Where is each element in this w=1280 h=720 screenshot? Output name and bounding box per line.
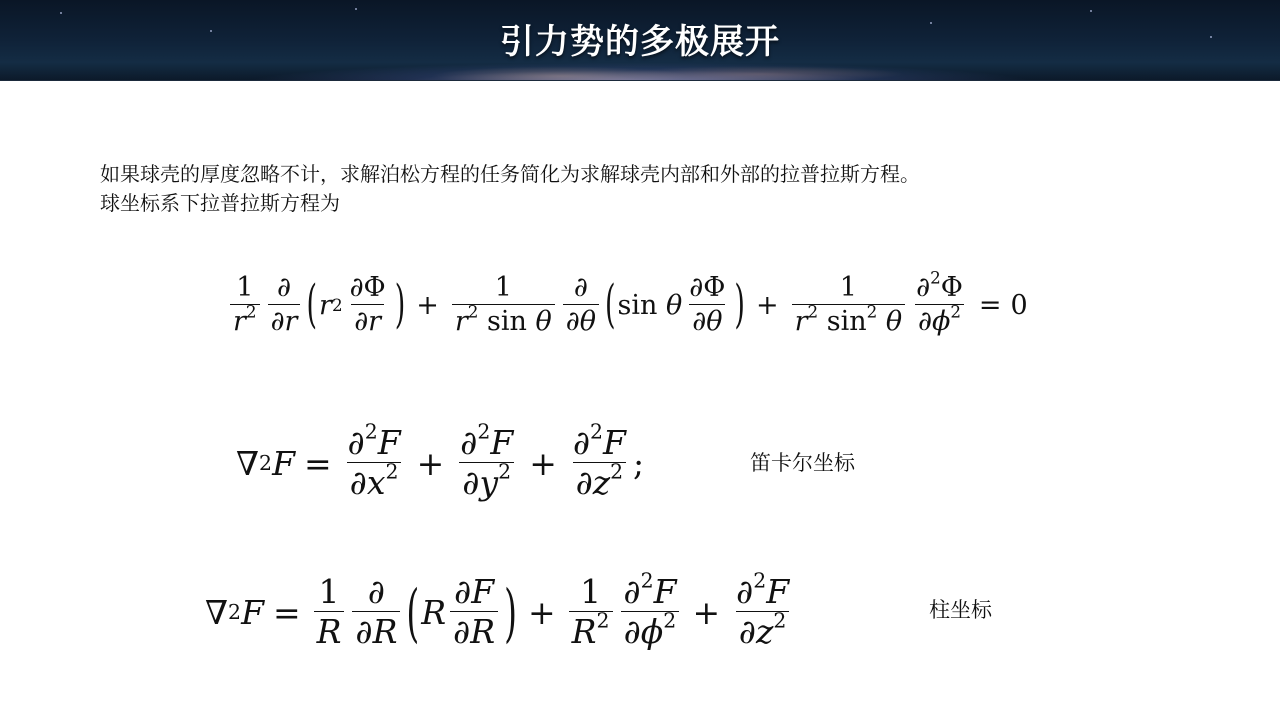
page-title: 引力势的多极展开 <box>500 22 780 62</box>
fraction: $\frac{\partial F}{\partial R}$ <box>450 575 498 649</box>
fraction: $\frac{\partial}{\partial\theta}$ <box>563 274 599 336</box>
fraction: $\frac{\partial^2\Phi}{\partial\phi^2}$ <box>916 267 963 337</box>
fraction: $\frac{\partial\Phi}{\partial r}$ <box>349 272 386 337</box>
fraction: $\frac{\partial}{\partial r}$ <box>268 274 301 336</box>
fraction: $\frac{\partial^2F}{\partial z^2}$ <box>736 568 790 651</box>
title-banner <box>0 0 1280 81</box>
cylindrical-laplacian-equation: ∇ 2 F = $\frac{1}{R}$ $\frac{\partial}{\partial R}$ ( R $\frac{\partial F}{\partial R}$ ) + $\frac{1}{R^2}$ $\frac{\partial^2F}{\partial\phi^2}$ + $\frac{\partial^2F}{\partial z^2}$ <box>205 566 796 658</box>
intro-text <box>100 160 920 218</box>
fraction: $\frac{1}{r^2}$ <box>230 274 260 336</box>
fraction: $\frac{1}{R}$ <box>314 575 345 649</box>
cylindrical-coordinates-label: 柱坐标 <box>929 598 992 622</box>
fraction: $\frac{\partial\Phi}{\partial\theta}$ <box>689 272 726 337</box>
fraction: $\frac{\partial^2F}{\partial x^2}$ <box>347 419 401 502</box>
banner-star <box>1090 10 1092 12</box>
fraction: $\frac{\partial^2F}{\partial z^2}$ <box>572 419 626 502</box>
spherical-laplace-equation: $\frac{1}{r^2}$ $\frac{\partial}{\partial r}$ ( r 2 $\frac{\partial\Phi}{\partial r}$ ) + $\frac{1}{r^2 \sin \theta}$ $\frac{\partial}{\partial\theta}$ ( sin θ $\frac{\partial\Phi}{\partial\theta}$ ) + $\frac{1}{r^2 \sin^2 \theta}$ $\frac{\partial^2\Phi}{\partial\phi^2}$ = 0 <box>226 262 1028 348</box>
fraction: $\frac{\partial}{\partial R}$ <box>352 575 400 649</box>
fraction: $\frac{\partial^2F}{\partial y^2}$ <box>460 419 514 502</box>
banner-star <box>355 8 357 10</box>
intro-line-2: 球坐标系下拉普拉斯方程为 <box>100 191 340 215</box>
fraction: $\frac{1}{R^2}$ <box>569 575 613 649</box>
fraction: $\frac{1}{r^2 \sin^2 \theta}$ <box>792 274 906 336</box>
fraction: $\frac{\partial^2F}{\partial\phi^2}$ <box>621 575 680 649</box>
intro-line-1: 如果球壳的厚度忽略不计，求解泊松方程的任务简化为求解球壳内部和外部的拉普拉斯方程。 <box>100 162 920 186</box>
cartesian-coordinates-label: 笛卡尔坐标 <box>750 451 855 475</box>
cartesian-laplacian-equation: ∇ 2 F = $\frac{\partial^2F}{\partial x^2}$ + $\frac{\partial^2F}{\partial y^2}$ + $\frac{\partial^2F}{\partial z^2}$ ; <box>236 419 645 502</box>
fraction: $\frac{1}{r^2 \sin \theta}$ <box>452 274 555 336</box>
